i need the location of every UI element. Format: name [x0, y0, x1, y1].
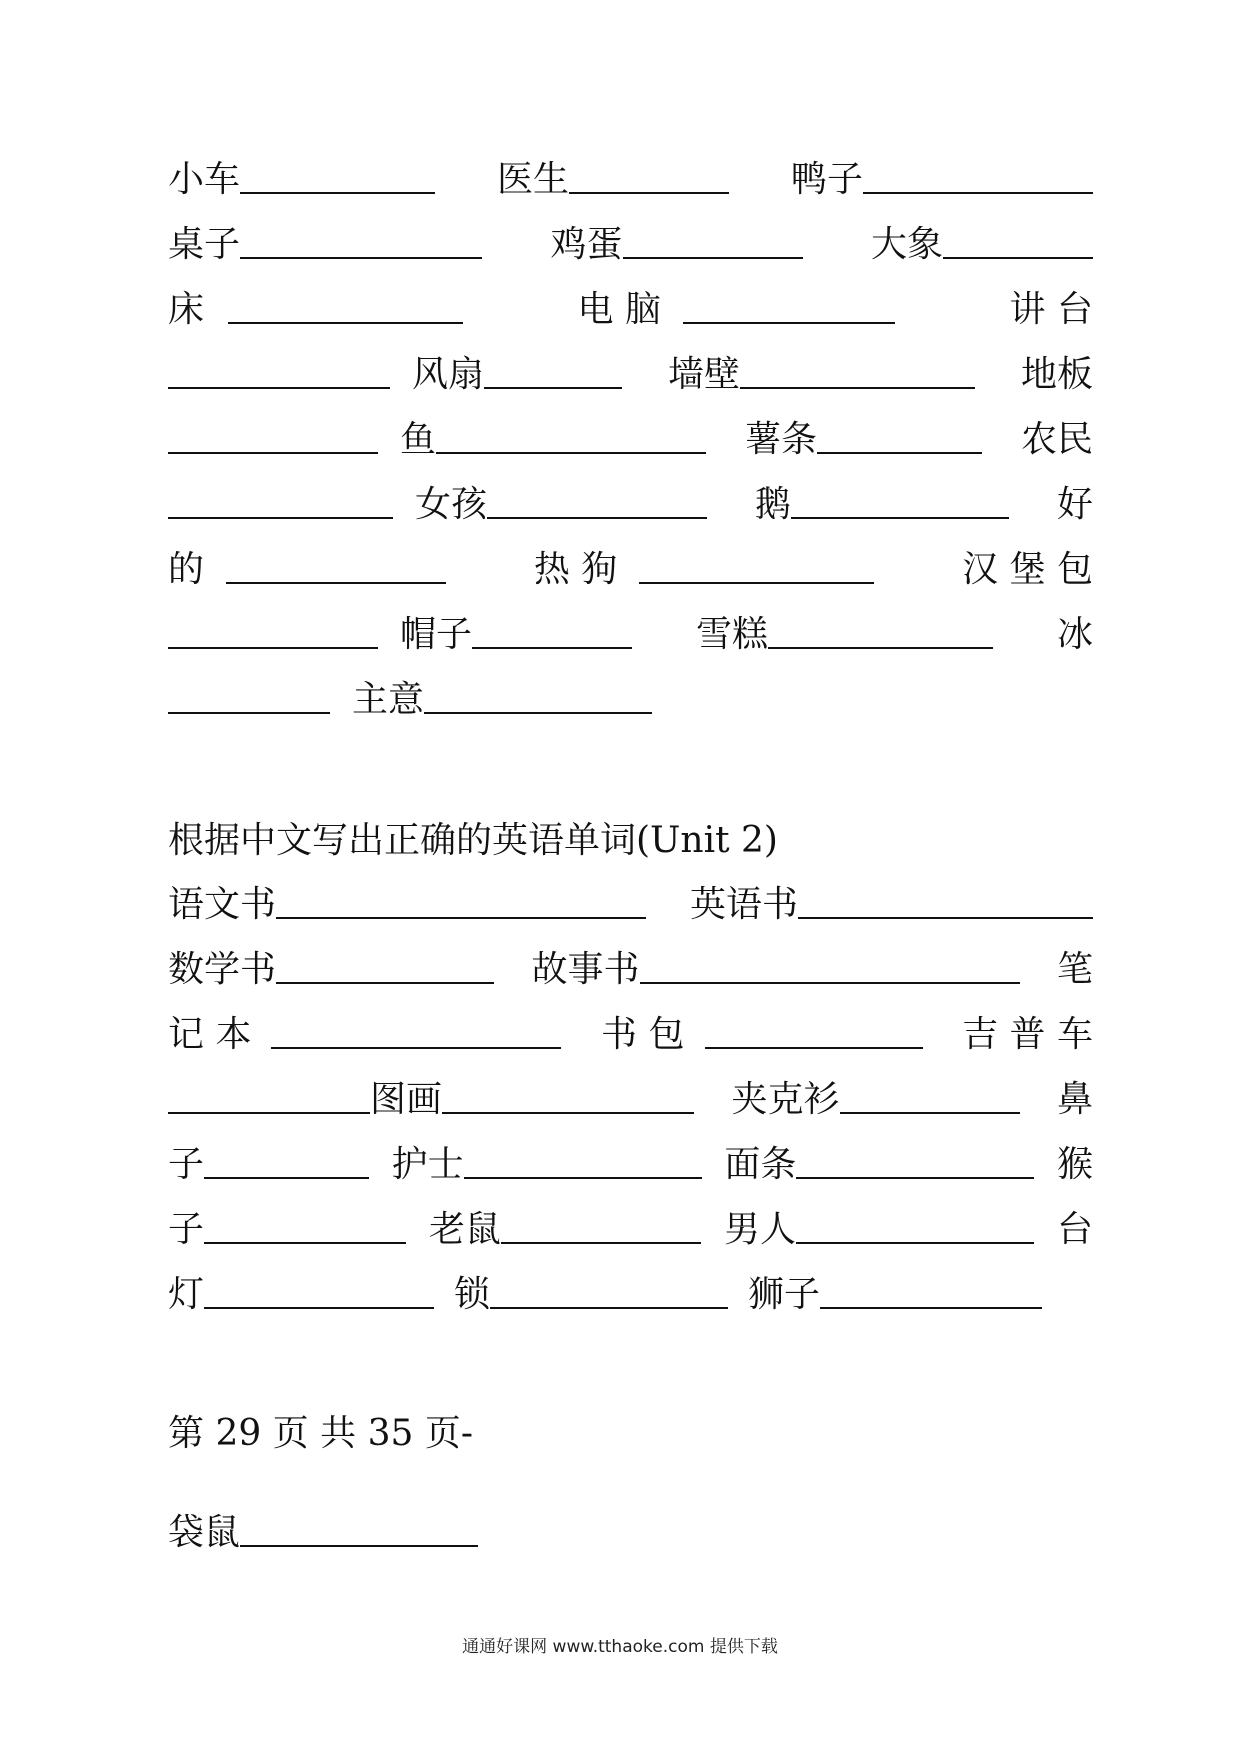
vocab-row-6 [168, 467, 1093, 523]
vocab-item [1056, 949, 1093, 990]
vocab-row-2 [168, 207, 1093, 263]
vocab-item [428, 1209, 701, 1250]
vocab-label: 狮子 [748, 1274, 821, 1315]
answer-blank[interactable] [240, 192, 435, 194]
vocab-label: 笔 [1056, 949, 1093, 990]
vocab-label: 鱼 [400, 419, 437, 460]
vocab-label: 猴 [1056, 1144, 1093, 1185]
vocab-row-3 [168, 272, 1093, 328]
answer-blank[interactable] [424, 712, 652, 714]
vocab-item [724, 1144, 1034, 1185]
answer-blank[interactable] [204, 1177, 369, 1179]
answer-blank[interactable] [623, 257, 803, 259]
vocab-item [168, 159, 435, 200]
vocab-label: 语文书 [168, 884, 277, 925]
vocab-label: 英语书 [689, 884, 798, 925]
vocab-item [454, 1274, 728, 1315]
vocab-label: 热 狗 [533, 549, 618, 590]
vocab-label: 袋鼠 [168, 1512, 241, 1553]
vocab-item [748, 1274, 1042, 1315]
vocab-item [550, 224, 802, 265]
vocab-item [168, 884, 646, 925]
vocab-item [1056, 1144, 1093, 1185]
answer-blank[interactable] [740, 387, 975, 389]
answer-blank[interactable] [820, 1307, 1042, 1309]
section-title: 根据中文写出正确的英语单词(Unit 2) [168, 820, 778, 861]
vocab-item [1020, 354, 1093, 395]
answer-blank[interactable] [436, 452, 706, 454]
vocab-label: 床 [168, 289, 205, 330]
answer-blank[interactable] [705, 1047, 923, 1049]
vocab-label: 夹克衫 [731, 1079, 840, 1120]
vocab-label: 面条 [724, 1144, 797, 1185]
answer-blank[interactable] [168, 517, 393, 519]
vocab-row-5 [168, 402, 1093, 458]
vocab-label: 的 [168, 549, 205, 590]
vocab-item [531, 949, 1019, 990]
vocab-row-4 [168, 337, 1093, 393]
vocab-item [667, 354, 975, 395]
vocab-item [1056, 1209, 1093, 1250]
vocab-item [744, 419, 982, 460]
vocab-item [1056, 484, 1093, 525]
vocab-item [731, 1079, 1019, 1120]
vocab-label: 护士 [391, 1144, 464, 1185]
vocab-item [168, 1144, 369, 1185]
vocab-item [168, 949, 494, 990]
answer-blank[interactable] [840, 1112, 1020, 1114]
vocab-label: 鼻 [1056, 1079, 1093, 1120]
vocab-label: 台 [1056, 1209, 1093, 1250]
answer-blank[interactable] [168, 387, 390, 389]
vocab-label: 数学书 [168, 949, 277, 990]
vocab-item [168, 1274, 434, 1315]
answer-blank[interactable] [472, 647, 632, 649]
vocab-label: 图画 [370, 1079, 443, 1120]
vocab-label: 吉 普 车 [962, 1014, 1093, 1055]
vocab-label: 桌子 [168, 224, 241, 265]
vocab-item [962, 549, 1093, 590]
vocab-item [1056, 1079, 1093, 1120]
vocab-label: 帽子 [400, 614, 473, 655]
vocab-item [168, 419, 706, 460]
vocab-label: 冰 [1056, 614, 1093, 655]
vocab-item [496, 159, 729, 200]
vocab-label: 雪糕 [695, 614, 768, 655]
vocab-label: 女孩 [415, 484, 488, 525]
vocab-label: 小车 [168, 159, 241, 200]
answer-blank[interactable] [204, 1307, 434, 1309]
vocab-label: 农民 [1020, 419, 1093, 460]
answer-blank[interactable] [168, 712, 330, 714]
vocab-label: 故事书 [531, 949, 640, 990]
vocab-label: 好 [1056, 484, 1093, 525]
vocab-item [1020, 419, 1093, 460]
vocab-label: 地板 [1020, 354, 1093, 395]
vocab-item [790, 159, 1093, 200]
vocab-label: 电 脑 [577, 289, 661, 330]
answer-blank[interactable] [487, 517, 707, 519]
vocab-label: 主意 [352, 679, 425, 720]
vocab-item [168, 549, 446, 590]
vocab-item [168, 679, 652, 720]
vocab-row-u2-1 [168, 867, 1093, 923]
vocab-item [168, 1014, 561, 1055]
vocab-row-u2-6 [168, 1192, 1093, 1248]
vocab-label: 墙壁 [667, 354, 740, 395]
vocab-row-9 [168, 662, 1093, 718]
answer-blank[interactable] [484, 387, 622, 389]
vocab-label: 医生 [496, 159, 569, 200]
vocab-item [168, 1209, 406, 1250]
vocab-label: 子 [168, 1144, 205, 1185]
vocab-row-extra [168, 1495, 1093, 1551]
vocab-row-1 [168, 142, 1093, 198]
answer-blank[interactable] [228, 322, 463, 324]
vocab-row-u2-2 [168, 932, 1093, 988]
vocab-label: 风扇 [412, 354, 485, 395]
answer-blank[interactable] [226, 582, 446, 584]
vocab-item [168, 1512, 478, 1553]
page-number: 第 29 页 共 35 页- [168, 1413, 473, 1454]
vocab-item [168, 1079, 694, 1120]
vocab-item [1009, 289, 1093, 330]
vocab-item [168, 614, 632, 655]
vocab-item [168, 354, 622, 395]
vocab-label: 讲 台 [1009, 289, 1093, 330]
answer-blank[interactable] [501, 1242, 701, 1244]
vocab-row-u2-7 [168, 1257, 1093, 1313]
answer-blank[interactable] [639, 582, 874, 584]
vocab-item [577, 289, 895, 330]
answer-blank[interactable] [240, 257, 482, 259]
vocab-row-u2-3 [168, 997, 1093, 1053]
vocab-item [723, 1209, 1034, 1250]
answer-blank[interactable] [442, 1112, 694, 1114]
vocab-label: 灯 [168, 1274, 205, 1315]
answer-blank[interactable] [817, 452, 982, 454]
answer-blank[interactable] [943, 257, 1093, 259]
vocab-item [754, 484, 1009, 525]
vocab-row-7 [168, 532, 1093, 588]
vocab-label: 大象 [870, 224, 943, 265]
vocab-item [689, 884, 1093, 925]
answer-blank[interactable] [240, 1545, 478, 1547]
answer-blank[interactable] [276, 917, 646, 919]
vocab-label: 子 [168, 1209, 205, 1250]
answer-blank[interactable] [168, 1112, 370, 1114]
answer-blank[interactable] [569, 192, 729, 194]
answer-blank[interactable] [791, 517, 1009, 519]
vocab-label: 锁 [454, 1274, 491, 1315]
answer-blank[interactable] [768, 647, 993, 649]
vocab-item [870, 224, 1093, 265]
footer-credit: 通通好课网 www.tthaoke.com 提供下载 [462, 1637, 778, 1657]
vocab-label: 鸭子 [790, 159, 863, 200]
answer-blank[interactable] [796, 1242, 1034, 1244]
answer-blank[interactable] [796, 1177, 1034, 1179]
vocab-item [695, 614, 993, 655]
answer-blank[interactable] [640, 982, 1020, 984]
vocab-label: 老鼠 [428, 1209, 501, 1250]
vocab-item [533, 549, 874, 590]
answer-blank[interactable] [271, 1047, 561, 1049]
vocab-label: 书 包 [601, 1014, 685, 1055]
answer-blank[interactable] [168, 452, 378, 454]
answer-blank[interactable] [863, 192, 1093, 194]
vocab-item [168, 289, 463, 330]
vocab-item [168, 484, 707, 525]
vocab-item [168, 224, 482, 265]
vocab-item [1056, 614, 1093, 655]
vocab-item [391, 1144, 702, 1185]
vocab-label: 记 本 [168, 1014, 252, 1055]
answer-blank[interactable] [490, 1307, 728, 1309]
vocab-label: 鸡蛋 [550, 224, 623, 265]
vocab-label: 薯条 [744, 419, 817, 460]
vocab-label: 汉 堡 包 [962, 549, 1093, 590]
vocab-row-8 [168, 597, 1093, 653]
vocab-item [601, 1014, 922, 1055]
answer-blank[interactable] [168, 647, 378, 649]
answer-blank[interactable] [204, 1242, 406, 1244]
answer-blank[interactable] [683, 322, 895, 324]
vocab-label: 鹅 [754, 484, 791, 525]
vocab-label: 男人 [723, 1209, 796, 1250]
answer-blank[interactable] [464, 1177, 702, 1179]
answer-blank[interactable] [276, 982, 494, 984]
vocab-item [962, 1014, 1093, 1055]
vocab-row-u2-5 [168, 1127, 1093, 1183]
answer-blank[interactable] [798, 917, 1093, 919]
vocab-row-u2-4 [168, 1062, 1093, 1118]
